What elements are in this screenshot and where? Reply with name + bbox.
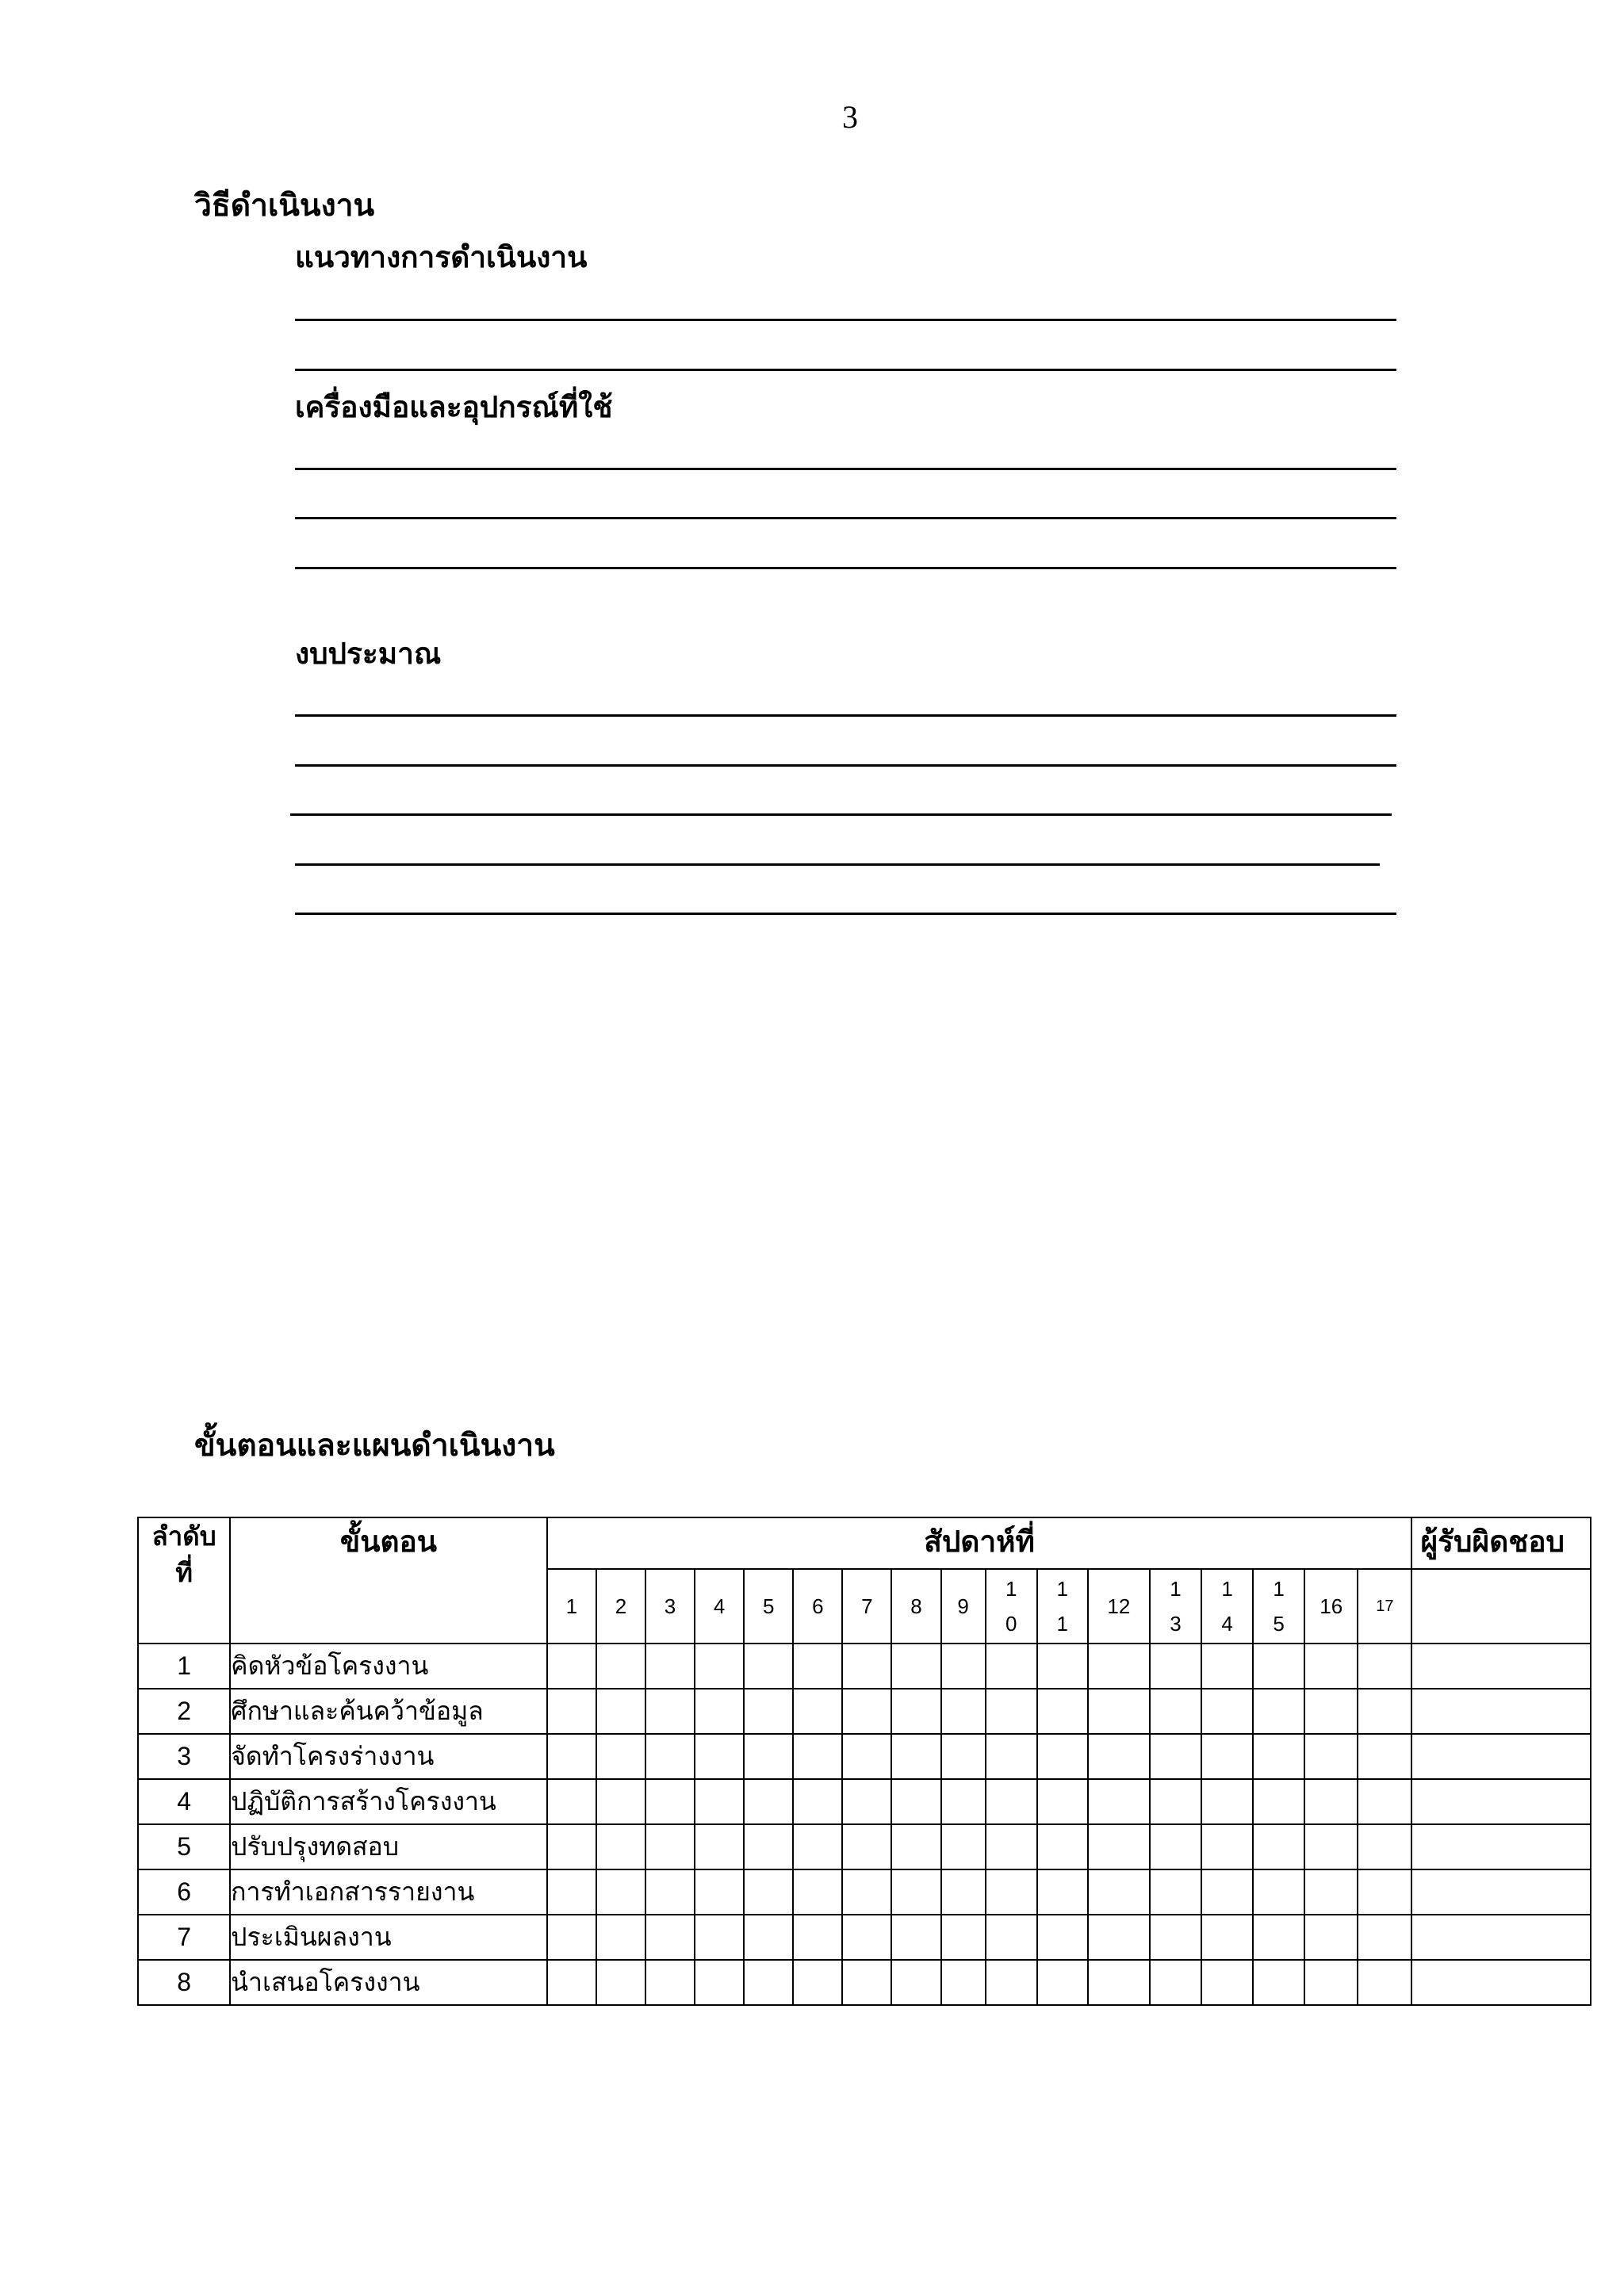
table-row bbox=[138, 1960, 1591, 2005]
week-cell bbox=[941, 1915, 986, 1960]
week-cell bbox=[1358, 1960, 1411, 2005]
week-cell bbox=[842, 1824, 891, 1869]
week-number-7: 7 bbox=[842, 1569, 891, 1644]
week-number-15: 1 5 bbox=[1253, 1569, 1304, 1644]
row-number: 8 bbox=[138, 1960, 230, 2005]
week-cell bbox=[1088, 1869, 1150, 1915]
week-cell bbox=[744, 1779, 793, 1824]
week-number-1: 1 bbox=[547, 1569, 596, 1644]
week-number-8: 8 bbox=[891, 1569, 940, 1644]
row-number: 4 bbox=[138, 1779, 230, 1824]
plan-heading: ขั้นตอนและแผนดำเนินงาน bbox=[194, 1429, 555, 1463]
week-cell bbox=[1253, 1779, 1304, 1824]
week-cell bbox=[1088, 1734, 1150, 1779]
week-cell bbox=[645, 1824, 695, 1869]
week-cell bbox=[1304, 1915, 1358, 1960]
week-cell bbox=[1358, 1734, 1411, 1779]
week-cell bbox=[986, 1779, 1037, 1824]
week-cell bbox=[986, 1824, 1037, 1869]
week-cell bbox=[695, 1915, 744, 1960]
week-number-10: 1 0 bbox=[986, 1569, 1037, 1644]
week-number-16: 16 bbox=[1304, 1569, 1358, 1644]
week-cell bbox=[547, 1824, 596, 1869]
week-cell bbox=[1253, 1734, 1304, 1779]
week-cell bbox=[1304, 1869, 1358, 1915]
week-cell bbox=[1088, 1644, 1150, 1689]
week-cell bbox=[695, 1824, 744, 1869]
week-cell bbox=[1201, 1869, 1253, 1915]
row-step: ศึกษาและค้นคว้าข้อมูล bbox=[230, 1689, 547, 1734]
week-number-2: 2 bbox=[596, 1569, 645, 1644]
week-cell bbox=[1253, 1824, 1304, 1869]
week-cell bbox=[1037, 1869, 1088, 1915]
week-cell bbox=[1037, 1779, 1088, 1824]
week-cell bbox=[1358, 1824, 1411, 1869]
week-cell bbox=[793, 1689, 842, 1734]
week-cell bbox=[596, 1869, 645, 1915]
week-cell bbox=[891, 1644, 940, 1689]
week-cell bbox=[744, 1734, 793, 1779]
week-cell bbox=[744, 1869, 793, 1915]
table-row bbox=[138, 1915, 1591, 1960]
week-cell bbox=[941, 1734, 986, 1779]
week-cell bbox=[1037, 1644, 1088, 1689]
week-cell bbox=[941, 1869, 986, 1915]
table-row bbox=[138, 1734, 1591, 1779]
budget-line-5 bbox=[295, 913, 1396, 915]
week-cell bbox=[986, 1644, 1037, 1689]
week-cell bbox=[891, 1689, 940, 1734]
week-cell bbox=[891, 1869, 940, 1915]
week-cell bbox=[596, 1644, 645, 1689]
week-cell bbox=[793, 1824, 842, 1869]
week-cell bbox=[1150, 1869, 1201, 1915]
header-step: ขั้นตอน bbox=[230, 1517, 547, 1644]
week-cell bbox=[596, 1824, 645, 1869]
header-week: สัปดาห์ที่ bbox=[547, 1517, 1412, 1569]
week-cell bbox=[1304, 1824, 1358, 1869]
page-number: 3 bbox=[842, 99, 858, 135]
week-cell bbox=[1201, 1824, 1253, 1869]
week-cell bbox=[695, 1779, 744, 1824]
week-cell bbox=[842, 1869, 891, 1915]
week-cell bbox=[793, 1960, 842, 2005]
responsible-cell bbox=[1411, 1644, 1591, 1689]
week-cell bbox=[842, 1915, 891, 1960]
week-cell bbox=[842, 1734, 891, 1779]
row-number: 5 bbox=[138, 1824, 230, 1869]
week-cell bbox=[547, 1779, 596, 1824]
week-cell bbox=[1150, 1960, 1201, 2005]
week-cell bbox=[744, 1689, 793, 1734]
week-cell bbox=[547, 1960, 596, 2005]
week-cell bbox=[596, 1734, 645, 1779]
week-cell bbox=[1150, 1734, 1201, 1779]
responsible-cell bbox=[1411, 1824, 1591, 1869]
row-step: จัดทำโครงร่างงาน bbox=[230, 1734, 547, 1779]
row-number: 7 bbox=[138, 1915, 230, 1960]
week-cell bbox=[744, 1915, 793, 1960]
approach-line-1 bbox=[295, 319, 1396, 321]
week-cell bbox=[986, 1734, 1037, 1779]
week-cell bbox=[1150, 1779, 1201, 1824]
week-cell bbox=[1304, 1689, 1358, 1734]
row-step: ประเมินผลงาน bbox=[230, 1915, 547, 1960]
week-cell bbox=[842, 1779, 891, 1824]
week-number-17: 17 bbox=[1358, 1569, 1411, 1644]
week-cell bbox=[1037, 1915, 1088, 1960]
week-cell bbox=[695, 1734, 744, 1779]
week-number-13: 1 3 bbox=[1150, 1569, 1201, 1644]
week-cell bbox=[645, 1734, 695, 1779]
week-cell bbox=[547, 1869, 596, 1915]
week-cell bbox=[986, 1869, 1037, 1915]
week-cell bbox=[1088, 1689, 1150, 1734]
week-cell bbox=[1304, 1734, 1358, 1779]
week-number-14: 1 4 bbox=[1201, 1569, 1253, 1644]
responsible-cell bbox=[1411, 1689, 1591, 1734]
week-cell bbox=[1253, 1689, 1304, 1734]
week-cell bbox=[1253, 1644, 1304, 1689]
week-cell bbox=[941, 1779, 986, 1824]
approach-line-2 bbox=[295, 369, 1396, 371]
row-number: 2 bbox=[138, 1689, 230, 1734]
responsible-cell bbox=[1411, 1779, 1591, 1824]
week-cell bbox=[986, 1689, 1037, 1734]
week-cell bbox=[941, 1689, 986, 1734]
tools-line-3 bbox=[295, 567, 1396, 569]
responsible-cell bbox=[1411, 1734, 1591, 1779]
week-number-4: 4 bbox=[695, 1569, 744, 1644]
week-cell bbox=[1201, 1779, 1253, 1824]
week-cell bbox=[1358, 1915, 1411, 1960]
week-cell bbox=[891, 1734, 940, 1779]
week-cell bbox=[695, 1689, 744, 1734]
table-row bbox=[138, 1869, 1591, 1915]
week-cell bbox=[793, 1869, 842, 1915]
week-cell bbox=[941, 1644, 986, 1689]
week-cell bbox=[793, 1915, 842, 1960]
row-step: นำเสนอโครงงาน bbox=[230, 1960, 547, 2005]
week-cell bbox=[1201, 1734, 1253, 1779]
budget-heading: งบประมาณ bbox=[295, 637, 442, 670]
week-cell bbox=[986, 1960, 1037, 2005]
approach-heading: แนวทางการดำเนินงาน bbox=[295, 241, 588, 274]
week-cell bbox=[1304, 1960, 1358, 2005]
week-cell bbox=[645, 1960, 695, 2005]
week-cell bbox=[744, 1824, 793, 1869]
week-cell bbox=[695, 1869, 744, 1915]
week-cell bbox=[1253, 1869, 1304, 1915]
table-row bbox=[138, 1689, 1591, 1734]
week-cell bbox=[596, 1689, 645, 1734]
week-cell bbox=[1150, 1915, 1201, 1960]
row-step: ปรับปรุงทดสอบ bbox=[230, 1824, 547, 1869]
budget-line-2 bbox=[295, 764, 1396, 767]
table-row bbox=[138, 1824, 1591, 1869]
tools-heading: เครื่องมือและอุปกรณ์ที่ใช้ bbox=[295, 391, 613, 423]
week-cell bbox=[744, 1960, 793, 2005]
responsible-header-empty-cell bbox=[1411, 1569, 1591, 1644]
row-number: 1 bbox=[138, 1644, 230, 1689]
week-cell bbox=[1304, 1644, 1358, 1689]
week-cell bbox=[842, 1689, 891, 1734]
week-cell bbox=[695, 1644, 744, 1689]
week-cell bbox=[1088, 1960, 1150, 2005]
week-cell bbox=[645, 1689, 695, 1734]
week-cell bbox=[1358, 1644, 1411, 1689]
week-number-6: 6 bbox=[793, 1569, 842, 1644]
week-cell bbox=[547, 1915, 596, 1960]
week-cell bbox=[941, 1824, 986, 1869]
week-cell bbox=[596, 1960, 645, 2005]
week-cell bbox=[986, 1915, 1037, 1960]
week-cell bbox=[891, 1960, 940, 2005]
week-cell bbox=[1037, 1689, 1088, 1734]
week-cell bbox=[645, 1779, 695, 1824]
week-cell bbox=[744, 1644, 793, 1689]
week-cell bbox=[941, 1960, 986, 2005]
budget-line-3 bbox=[290, 813, 1392, 816]
responsible-cell bbox=[1411, 1869, 1591, 1915]
week-cell bbox=[1358, 1689, 1411, 1734]
week-cell bbox=[842, 1644, 891, 1689]
week-cell bbox=[891, 1779, 940, 1824]
week-cell bbox=[793, 1734, 842, 1779]
week-cell bbox=[793, 1644, 842, 1689]
week-cell bbox=[1253, 1960, 1304, 2005]
week-cell bbox=[547, 1689, 596, 1734]
table-row bbox=[138, 1644, 1591, 1689]
week-cell bbox=[1037, 1960, 1088, 2005]
tools-line-2 bbox=[295, 517, 1396, 519]
week-cell bbox=[842, 1960, 891, 2005]
week-cell bbox=[1088, 1824, 1150, 1869]
week-number-11: 1 1 bbox=[1037, 1569, 1088, 1644]
week-cell bbox=[645, 1644, 695, 1689]
week-number-9: 9 bbox=[941, 1569, 986, 1644]
week-cell bbox=[1088, 1915, 1150, 1960]
row-number: 3 bbox=[138, 1734, 230, 1779]
week-cell bbox=[891, 1915, 940, 1960]
week-cell bbox=[695, 1960, 744, 2005]
week-cell bbox=[547, 1734, 596, 1779]
header-responsible: ผู้รับผิดชอบ bbox=[1411, 1517, 1591, 1569]
week-cell bbox=[1253, 1915, 1304, 1960]
week-cell bbox=[1150, 1689, 1201, 1734]
week-cell bbox=[891, 1824, 940, 1869]
table-row bbox=[138, 1779, 1591, 1824]
plan-table bbox=[137, 1517, 1591, 2006]
tools-line-1 bbox=[295, 468, 1396, 470]
budget-line-4 bbox=[295, 863, 1380, 866]
week-cell bbox=[645, 1915, 695, 1960]
row-number: 6 bbox=[138, 1869, 230, 1915]
week-cell bbox=[1358, 1779, 1411, 1824]
responsible-cell bbox=[1411, 1960, 1591, 2005]
week-cell bbox=[1037, 1734, 1088, 1779]
row-step: คิดหัวข้อโครงงาน bbox=[230, 1644, 547, 1689]
header-order: ลำดับ ที่ bbox=[138, 1517, 230, 1644]
week-cell bbox=[1201, 1689, 1253, 1734]
week-cell bbox=[547, 1644, 596, 1689]
week-cell bbox=[1150, 1824, 1201, 1869]
week-cell bbox=[596, 1779, 645, 1824]
row-step: ปฏิบัติการสร้างโครงงาน bbox=[230, 1779, 547, 1824]
week-cell bbox=[1304, 1779, 1358, 1824]
week-number-12: 12 bbox=[1088, 1569, 1150, 1644]
week-cell bbox=[1037, 1824, 1088, 1869]
week-cell bbox=[793, 1779, 842, 1824]
week-cell bbox=[1358, 1869, 1411, 1915]
week-cell bbox=[596, 1915, 645, 1960]
week-cell bbox=[1201, 1644, 1253, 1689]
week-cell bbox=[1088, 1779, 1150, 1824]
week-number-5: 5 bbox=[744, 1569, 793, 1644]
week-cell bbox=[1150, 1644, 1201, 1689]
methodology-heading: วิธีดำเนินงาน bbox=[194, 189, 375, 223]
responsible-cell bbox=[1411, 1915, 1591, 1960]
budget-line-1 bbox=[295, 714, 1396, 717]
week-number-3: 3 bbox=[645, 1569, 695, 1644]
row-step: การทำเอกสารรายงาน bbox=[230, 1869, 547, 1915]
week-cell bbox=[1201, 1960, 1253, 2005]
week-cell bbox=[1201, 1915, 1253, 1960]
week-cell bbox=[645, 1869, 695, 1915]
